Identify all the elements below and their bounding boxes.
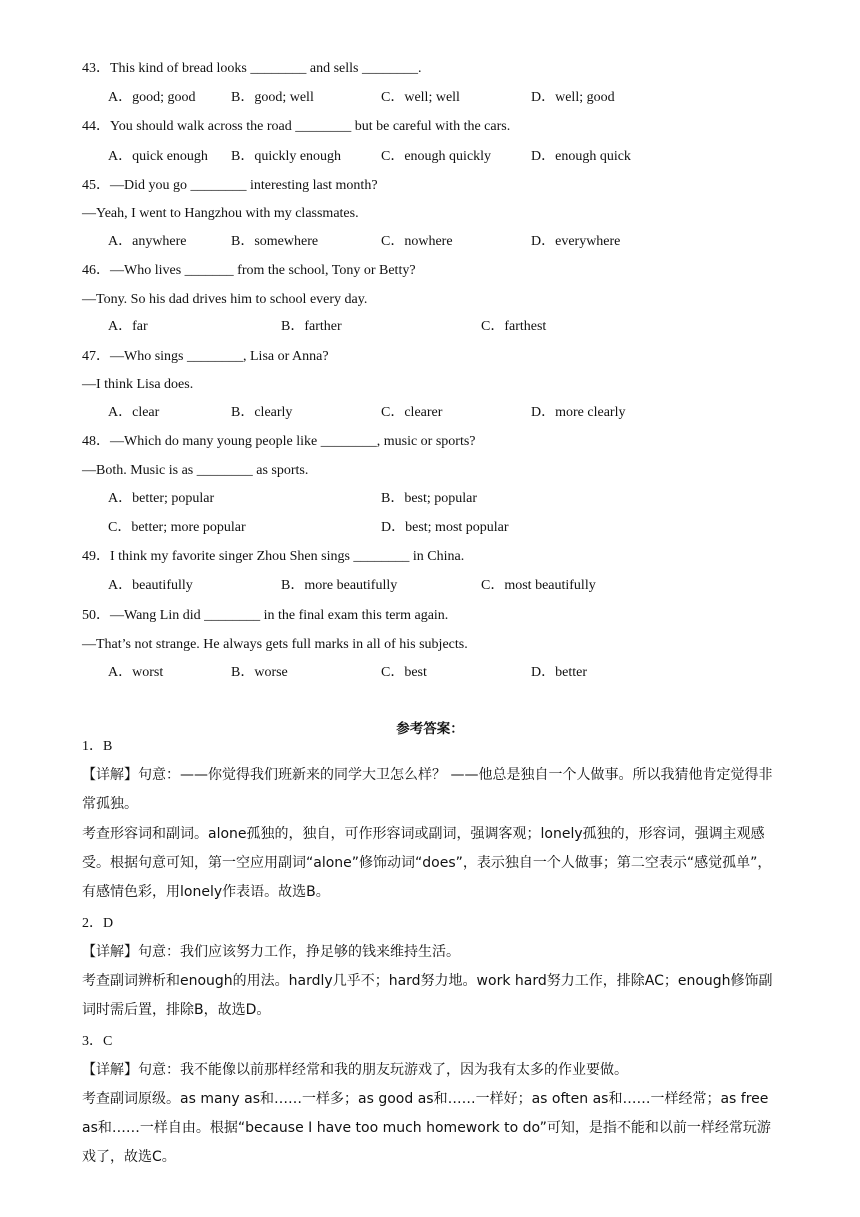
answer-3-number: 3．C — [82, 1034, 113, 1049]
answer-1-number: 1．B — [82, 739, 113, 754]
q48-option-a: A．better; popular — [108, 491, 215, 506]
question-44-stem: 44．You should walk across the road ________ but be careful with the cars. — [82, 119, 511, 134]
q47-option-b: B．clearly — [231, 405, 293, 420]
q43-option-b: B．good; well — [231, 90, 314, 105]
question-48-reply: —Both. Music is as ________ as sports. — [82, 463, 309, 478]
question-45-reply: —Yeah, I went to Hangzhou with my classmates. — [82, 206, 359, 221]
question-46-stem: 46．—Who lives _______ from the school, Tony or Betty? — [82, 263, 416, 278]
answer-1-analysis: 考查形容词和副词。alone孤独的，独自，可作形容词或副词，强调客观；lonely孤独的，形容词，强调主观感受。根据句意可知，第一空应用副词“alone”修饰动词“does”，表示独自一个人做事；第二空表示“感觉孤单”，有感情色彩，用lonely作表语。故选B。 — [82, 826, 772, 900]
q48-option-b: B．best; popular — [381, 491, 478, 506]
question-50-reply: —That’s not strange. He always gets full marks in all of his subjects. — [82, 637, 468, 652]
question-45-stem: 45．—Did you go ________ interesting last month? — [82, 178, 378, 193]
question-43-stem: 43．This kind of bread looks ________ and sells ________. — [82, 61, 422, 76]
q44-option-a: A．quick enough — [108, 149, 208, 164]
q49-option-b: B．more beautifully — [281, 578, 398, 593]
q46-option-a: A．far — [108, 319, 148, 334]
answers-heading: 参考答案： — [396, 721, 464, 737]
answer-2-number: 2．D — [82, 916, 114, 931]
question-47-stem: 47．—Who sings ________, Lisa or Anna? — [82, 349, 329, 364]
q48-option-d: D．best; most popular — [381, 520, 509, 535]
q50-option-a: A．worst — [108, 665, 164, 680]
q43-option-c: C．well; well — [381, 90, 460, 105]
answer-1-detail: 【详解】句意：——你觉得我们班新来的同学大卫怎么样？ ——他总是独自一个人做事。所以我猜他肯定觉得非常孤独。 — [82, 767, 773, 812]
question-46-reply: —Tony. So his dad drives him to school every day. — [82, 292, 368, 307]
q50-option-d: D．better — [531, 665, 587, 680]
answer-2-detail: 【详解】句意：我们应该努力工作，挣足够的钱来维持生活。 — [82, 944, 460, 960]
q50-option-c: C．best — [381, 665, 427, 680]
q44-option-d: D．enough quick — [531, 149, 631, 164]
q45-option-c: C．nowhere — [381, 234, 453, 249]
question-48-stem: 48．—Which do many young people like ________, music or sports? — [82, 434, 476, 449]
q49-option-c: C．most beautifully — [481, 578, 596, 593]
answer-3-detail: 【详解】句意：我不能像以前那样经常和我的朋友玩游戏了，因为我有太多的作业要做。 — [82, 1062, 628, 1078]
q43-option-d: D．well; good — [531, 90, 615, 105]
q45-option-b: B．somewhere — [231, 234, 319, 249]
q46-option-b: B．farther — [281, 319, 342, 334]
question-47-reply: —I think Lisa does. — [82, 377, 194, 392]
q44-option-b: B．quickly enough — [231, 149, 342, 164]
q47-option-c: C．clearer — [381, 405, 443, 420]
q49-option-a: A．beautifully — [108, 578, 193, 593]
q46-option-c: C．farthest — [481, 319, 547, 334]
question-50-stem: 50．—Wang Lin did ________ in the final exam this term again. — [82, 608, 449, 623]
q50-option-b: B．worse — [231, 665, 288, 680]
answer-2-analysis: 考查副词辨析和enough的用法。hardly几乎不；hard努力地。work hard努力工作，排除AC；enough修饰副词时需后置，排除B，故选D。 — [82, 973, 773, 1018]
q47-option-d: D．more clearly — [531, 405, 626, 420]
question-49-stem: 49．I think my favorite singer Zhou Shen sings ________ in China. — [82, 549, 465, 564]
q45-option-a: A．anywhere — [108, 234, 187, 249]
q47-option-a: A．clear — [108, 405, 160, 420]
answer-3-analysis: 考查副词原级。as many as和……一样多；as good as和……一样好；as often as和……一样经常；as free as和……一样自由。根据“because I have too much homework to do”可知，是指不能和以前一样经常玩游戏了，故选C。 — [82, 1091, 771, 1165]
q48-option-c: C．better; more popular — [108, 520, 246, 535]
q44-option-c: C．enough quickly — [381, 149, 492, 164]
q43-option-a: A．good; good — [108, 90, 196, 105]
q45-option-d: D．everywhere — [531, 234, 621, 249]
